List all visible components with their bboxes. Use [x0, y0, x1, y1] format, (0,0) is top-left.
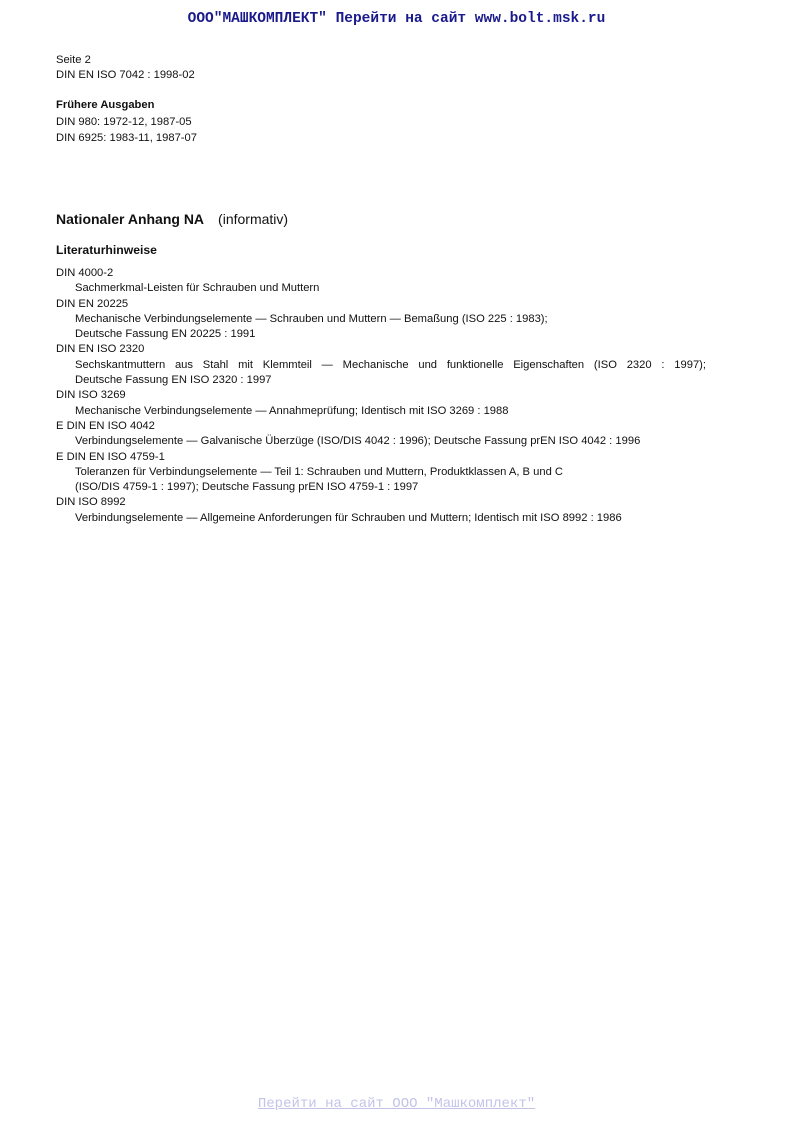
- standard-number: DIN EN ISO 7042 : 1998-02: [56, 68, 195, 81]
- reference-item: [56, 266, 706, 297]
- reference-title: Mechanische Verbindungselemente — Annahmeprüfung; Identisch mit ISO 3269 : 1988: [75, 404, 509, 417]
- reference-title: Deutsche Fassung EN ISO 2320 : 1997: [75, 374, 272, 387]
- page-header: [56, 53, 195, 82]
- reference-item: [56, 342, 706, 388]
- previous-edition-line: DIN 6925: 1983-11, 1987-07: [56, 132, 197, 144]
- page-number: Seite 2: [56, 54, 91, 66]
- reference-title: Sechskantmuttern aus Stahl mit Klemmteil — Mechanische und funktionelle Eigenschaften (ISO 2320 : 1997);: [75, 358, 706, 371]
- reference-title: Sachmerkmal-Leisten für Schrauben und Muttern: [75, 282, 320, 295]
- annex-heading: [56, 211, 288, 227]
- literature-heading: Literaturhinweise: [56, 243, 157, 257]
- reference-list: [56, 266, 706, 526]
- reference-title: Toleranzen für Verbindungselemente — Teil 1: Schrauben und Muttern, Produktklassen A, B und C: [75, 465, 563, 478]
- previous-editions-heading: Frühere Ausgaben: [56, 99, 155, 111]
- reference-title: Verbindungselemente — Galvanische Überzüge (ISO/DIS 4042 : 1996); Deutsche Fassung prEN ISO 4042 : 1996: [75, 435, 641, 448]
- reference-code: E DIN EN ISO 4759-1: [56, 450, 165, 463]
- annex-subtitle: (informativ): [218, 211, 289, 227]
- reference-code: DIN EN 20225: [56, 297, 129, 310]
- reference-title: Deutsche Fassung EN 20225 : 1991: [75, 328, 256, 341]
- reference-code: DIN ISO 8992: [56, 496, 126, 509]
- reference-title: Verbindungselemente — Allgemeine Anforderungen für Schrauben und Muttern; Identisch mit ISO 8992 : 1986: [75, 511, 622, 524]
- reference-item: [56, 450, 706, 496]
- reference-item: [56, 388, 706, 419]
- reference-code: E DIN EN ISO 4042: [56, 419, 155, 432]
- reference-item: [56, 419, 706, 450]
- site-banner-link[interactable]: ООО"МАШКОМПЛЕКТ" Перейти на сайт www.bolt.msk.ru: [187, 11, 606, 27]
- reference-code: DIN ISO 3269: [56, 389, 126, 402]
- previous-edition-line: DIN 980: 1972-12, 1987-05: [56, 115, 192, 128]
- annex-title: Nationaler Anhang NA: [56, 211, 205, 227]
- reference-item: [56, 297, 706, 343]
- reference-title: (ISO/DIS 4759-1 : 1997); Deutsche Fassung prEN ISO 4759-1 : 1997: [75, 481, 419, 494]
- reference-code: DIN EN ISO 2320: [56, 343, 145, 356]
- reference-title: Mechanische Verbindungselemente — Schrauben und Muttern — Bemaßung (ISO 225 : 1983);: [75, 312, 548, 325]
- reference-code: DIN 4000-2: [56, 267, 114, 279]
- reference-item: [56, 495, 706, 526]
- footer-site-link[interactable]: Перейти на сайт ООО "Машкомплект": [257, 1096, 536, 1112]
- previous-editions: [56, 97, 197, 147]
